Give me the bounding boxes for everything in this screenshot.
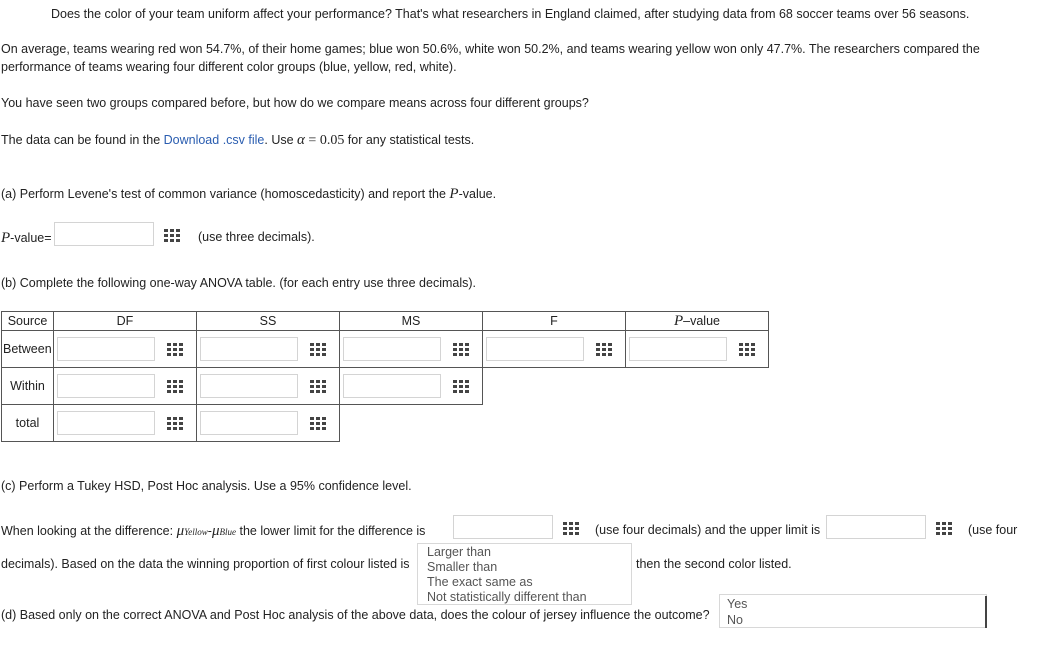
keypad-icon[interactable]	[165, 341, 187, 357]
between-pvalue-input[interactable]	[629, 337, 727, 361]
diff-prefix: When looking at the difference:	[1, 524, 177, 538]
part-a-label	[1, 186, 496, 203]
anova-table	[1, 311, 769, 442]
header-ms: MS	[340, 312, 483, 331]
between-ss-input[interactable]	[200, 337, 298, 361]
levene-pvalue-input[interactable]	[54, 222, 154, 246]
keypad-icon[interactable]	[451, 378, 473, 394]
option-smaller-than[interactable]: Smaller than	[427, 560, 498, 574]
download-csv-link[interactable]: Download .csv file	[163, 133, 265, 147]
option-larger-than[interactable]: Larger than	[427, 545, 491, 559]
pvalue-hint: (use three decimals).	[198, 230, 315, 244]
mu-symbol: μ	[211, 523, 220, 539]
alpha-eq: =	[304, 133, 320, 148]
intro-line-4: You have seen two groups compared before, but how do we compare means across four different groups?	[1, 96, 589, 110]
keypad-icon[interactable]	[308, 378, 330, 394]
subscript-yellow: Yellow	[184, 527, 208, 537]
between-f-input[interactable]	[486, 337, 584, 361]
comparison-select[interactable]	[417, 543, 632, 605]
header-source: Source	[2, 312, 54, 331]
option-exact-same[interactable]: The exact same as	[427, 575, 533, 589]
total-df-input[interactable]	[57, 411, 155, 435]
within-ms-cell	[340, 368, 483, 405]
between-df-cell	[54, 331, 197, 368]
within-df-input[interactable]	[57, 374, 155, 398]
upper-limit-input[interactable]	[826, 515, 926, 539]
data-prefix: The data can be found in the	[1, 133, 164, 147]
between-f-cell	[483, 331, 626, 368]
pvalue-label	[1, 230, 52, 247]
alpha-value: 0.05	[319, 133, 345, 148]
option-yes[interactable]: Yes	[727, 597, 748, 611]
part-a-text: (a) Perform Levene's test of common variance (homoscedasticity) and report the	[1, 187, 450, 201]
part-b-label: (b) Complete the following one-way ANOVA table. (for each entry use three decimals).	[1, 276, 476, 290]
intro-line-2: On average, teams wearing red won 54.7%, of their home games; blue won 50.6%, white won 50.2%, and teams wearing yellow won only 47.7%. The researchers compared the	[1, 42, 980, 56]
between-ss-cell	[197, 331, 340, 368]
empty-cell	[626, 405, 769, 442]
lower-limit-text: the lower limit for the difference is	[236, 524, 426, 538]
option-no[interactable]: No	[727, 613, 743, 627]
empty-cell	[626, 368, 769, 405]
intro-line-3: performance of teams wearing four different color groups (blue, yellow, red, white).	[1, 60, 457, 74]
empty-cell	[483, 405, 626, 442]
difference-line	[1, 523, 425, 540]
subscript-blue: Blue	[219, 527, 236, 537]
anova-header-row	[2, 312, 769, 331]
keypad-icon[interactable]	[451, 341, 473, 357]
upper-limit-text: (use four decimals) and the upper limit is	[595, 523, 821, 537]
header-df: DF	[54, 312, 197, 331]
empty-cell	[340, 405, 483, 442]
part-d-label: (d) Based only on the correct ANOVA and Post Hoc analysis of the above data, does the colour of jersey influence the outcome?	[1, 608, 710, 622]
row-label-total: total	[2, 405, 54, 442]
keypad-icon[interactable]	[737, 341, 759, 357]
data-mid: . Use	[264, 133, 298, 147]
data-line	[1, 132, 474, 149]
row-label-between: Between	[2, 331, 54, 368]
header-pvalue	[626, 312, 769, 331]
alpha-symbol: α	[297, 132, 305, 148]
empty-cell	[483, 368, 626, 405]
between-ms-input[interactable]	[343, 337, 441, 361]
keypad-icon[interactable]	[594, 341, 616, 357]
row-label-within: Within	[2, 368, 54, 405]
comparison-line-suffix: then the second color listed.	[636, 557, 792, 571]
intro-line-1: Does the color of your team uniform affect your performance? That's what researchers in England claimed, after studying data from 68 soccer teams over 56 seasons.	[51, 7, 970, 21]
data-suffix: for any statistical tests.	[344, 133, 475, 147]
keypad-icon[interactable]	[561, 520, 583, 536]
between-ms-cell	[340, 331, 483, 368]
anova-row-total	[2, 405, 769, 442]
anova-row-between	[2, 331, 769, 368]
keypad-icon[interactable]	[165, 378, 187, 394]
select-edge	[985, 596, 987, 628]
influence-select[interactable]	[719, 594, 987, 628]
total-df-cell	[54, 405, 197, 442]
within-ss-input[interactable]	[200, 374, 298, 398]
header-ss: SS	[197, 312, 340, 331]
between-pvalue-cell	[626, 331, 769, 368]
keypad-icon[interactable]	[308, 341, 330, 357]
mu-symbol: μ	[176, 523, 185, 539]
anova-row-within	[2, 368, 769, 405]
total-ss-cell	[197, 405, 340, 442]
total-ss-input[interactable]	[200, 411, 298, 435]
within-ms-input[interactable]	[343, 374, 441, 398]
header-p-symbol: P	[673, 312, 684, 329]
header-p-suffix: –value	[683, 313, 720, 328]
header-f: F	[483, 312, 626, 331]
between-df-input[interactable]	[57, 337, 155, 361]
option-not-different[interactable]: Not statistically different than	[427, 590, 587, 604]
pvalue-p-symbol: P	[1, 230, 11, 246]
keypad-icon[interactable]	[162, 227, 184, 243]
part-a-text-end: -value.	[458, 187, 497, 201]
keypad-icon[interactable]	[165, 415, 187, 431]
keypad-icon[interactable]	[308, 415, 330, 431]
within-df-cell	[54, 368, 197, 405]
keypad-icon[interactable]	[934, 520, 956, 536]
part-a-p-symbol: P	[449, 186, 459, 202]
minus-sign: -	[207, 524, 212, 538]
use-four-text: (use four	[968, 523, 1018, 537]
pvalue-label-text: -value=	[10, 231, 52, 245]
lower-limit-input[interactable]	[453, 515, 553, 539]
within-ss-cell	[197, 368, 340, 405]
comparison-line-prefix: decimals). Based on the data the winning proportion of first colour listed is	[1, 557, 410, 571]
part-c-label: (c) Perform a Tukey HSD, Post Hoc analysis. Use a 95% confidence level.	[1, 479, 412, 493]
